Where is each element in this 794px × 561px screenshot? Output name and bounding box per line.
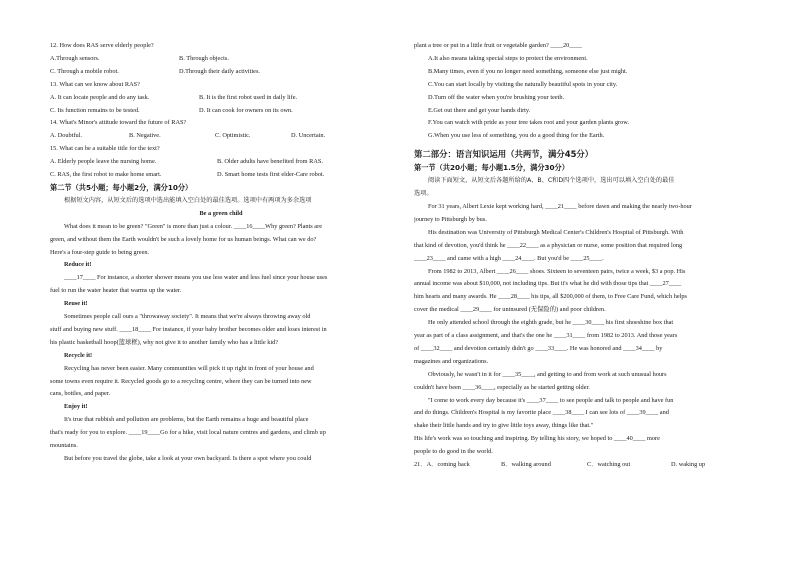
q21-option-d: D. waking up [671, 461, 706, 469]
passage-line-13: magazines and organizations. [414, 357, 489, 365]
q21-option-a: 21．A．coming back [414, 461, 470, 469]
recycle-line-1: Recycling has never been easier. Many communities will pick it up right in front of your house and [64, 364, 314, 372]
intro-line-3: Here's a four-step guide to being green. [50, 248, 150, 256]
passage-line-2: journey to Pittsburgh by bus. [414, 215, 487, 223]
option-c: C.You can start locally by visiting the naturally beautiful spots in your city. [428, 80, 618, 88]
passage-line-18: shake their little hands and try to give little toys away, things like that." [414, 422, 594, 430]
q14-option-a: A. Doubtful. [50, 132, 83, 140]
passage-line-15: couldn't have been ____36____, especially as he started getting older. [414, 383, 590, 391]
q12-option-d: D.Through their daily activities. [179, 67, 260, 75]
q15-option-d: D. Smart home tests first elder-Care robot. [217, 171, 325, 179]
passage-line-8: him hearts and many awards. He ____28____ his tips, all $200,000 of them, to Free Care Fund, which helps [414, 293, 687, 301]
option-g: G.When you use less of something, you do a good thing for the Earth. [428, 132, 605, 140]
intro-line-1: What does it mean to be green? "Green" is more than just a colour. ____16____Why green? Plants are [64, 222, 322, 230]
passage-line-7: annual income was about $10,000, not including tips. But it's what he did with those tips that ____27____ [414, 280, 682, 288]
passage-line-19: His life's work was so touching and inspiring. By telling his story, we hoped to ____40____ more [414, 435, 660, 443]
q12-options-row2 [50, 66, 392, 79]
enjoy-heading: Enjoy it! [64, 403, 88, 411]
section2-instruction: 根据短文内容，从短文后的选项中选出能填入空白处的最佳选项。选项中有两项为多余选项 [64, 196, 312, 204]
reduce-heading: Reduce it! [64, 261, 92, 269]
passage-line-5: ____23____ and came with a high ____24____. But you'd be ____25____. [414, 254, 604, 262]
passage-line-10: He only attended school through the eighth grade, but he ____30____ his first shoeshine box that [428, 319, 674, 327]
q21-options [414, 459, 756, 472]
reuse-heading: Reuse it! [64, 300, 88, 308]
part2-heading: 第二部分：语言知识运用（共两节，满分45分） [414, 149, 594, 160]
option-a: A.It also means taking special steps to protect the environment. [428, 54, 588, 62]
q14-options [50, 130, 392, 143]
passage-line-12: of ____32____ and devotion certainly didn't go ____33____. He was honored and ____34____ by [414, 344, 663, 352]
enjoy-line-3: mountains. [50, 442, 78, 450]
q12-stem: 12. How does RAS serve elderly people? [50, 42, 154, 49]
q15-option-c: C. RAS, the first robot to make home smart. [50, 171, 162, 179]
q14-option-d: D. Uncertain. [291, 132, 326, 140]
right-column [414, 40, 756, 472]
q13-option-a: A. It can locate people and do any task. [50, 93, 150, 101]
q21-option-c: C．watching out [587, 461, 631, 469]
q15-stem: 15. What can be a suitable title for the text? [50, 145, 160, 153]
section1-heading: 第一节（共20小题；每小题1.5分，满分30分） [414, 163, 569, 173]
q15-option-a: A. Elderly people leave the nursing home. [50, 158, 157, 166]
option-f: F.You can watch with pride as your tree takes root and your garden plants grow. [428, 119, 629, 127]
passage-line-6: From 1982 to 2013, Albert ____26____ shoes. Sixteen to seventeen pairs, twice a week, $3 a pop. His [428, 267, 686, 275]
section1-instruction-cont: 选项。 [414, 190, 433, 198]
q14-option-c: C. Optimistic. [215, 132, 251, 140]
passage-line-17: and do things. Children's Hospital is my favorite place ____38____ I can see lots of ____39____ and [414, 409, 669, 417]
q13-option-b: B. It is the first robot used in daily life. [199, 93, 298, 101]
reuse-line-3: his plastic basketball hoop(篮球框), why not give it to another family who has a little kid? [50, 338, 279, 346]
q13-options-row2 [50, 105, 392, 118]
intro-line-2: green, and without them the Earth wouldn't be such a lovely home for us human beings. What can we do? [50, 235, 317, 243]
q21-option-b: B．walking around [501, 461, 551, 469]
option-d: D.Turn off the water when you're brushing your teeth. [428, 93, 565, 101]
q13-stem: 13. What can we know about RAS? [50, 80, 140, 88]
q14-stem: 14. What's Minor's attitude toward the future of RAS? [50, 119, 187, 127]
reuse-line-2: stuff and buying new stuff. ____18____ For instance, if your baby brother becomes older and loses interest in [50, 325, 327, 333]
q13-options-row1 [50, 92, 392, 105]
section2-heading: 第二节（共5小题；每小题2分，满分10分） [50, 182, 193, 192]
passage-line-16: "I come to work every day because it's ____37____ to see people and talk to people and have fun [428, 396, 674, 404]
passage-line-20: people to do good in the world. [414, 448, 493, 456]
option-e: E.Get out there and get your hands dirty. [428, 106, 531, 114]
q15-option-b: B. Older adults have benefited from RAS. [217, 158, 323, 166]
q12-option-b: B. Through objects. [179, 54, 229, 62]
passage-continuation: plant a tree or put in a little fruit or vegetable garden? ____20____ [414, 42, 582, 49]
passage-line-1: For 31 years, Albert Lexie kept working hard, ____21____ before dawn and making the nearly two-hour [428, 202, 692, 210]
recycle-line-2: some towns even require it. Recycled goods go to a recycling centre, where they can be turned into new [50, 377, 312, 385]
passage-line-4: that kind of devotion, you'd think he ____22____ as a physician or nurse, some position that required long [414, 241, 683, 249]
q14-option-b: B. Negative. [129, 132, 161, 140]
passage-line-9: cover the medical ____29____ for uninsured (无保险的) and poor children. [414, 306, 606, 314]
q15-options-row2 [50, 169, 392, 182]
recycle-line-3: cans, bottles, and paper. [50, 390, 111, 398]
reduce-line-2: fuel to run the water heater that warms up the water. [50, 287, 182, 295]
q13-option-c: C. Its function remains to be tested. [50, 106, 140, 114]
q12-options-row1 [50, 53, 392, 66]
passage-line-3: His destination was University of Pittsburgh Medical Center's Children's Hospital of Pittsburgh. With [428, 228, 684, 236]
enjoy-line-1: It's true that rubbish and pollution are problems, but the Earth remains a huge and beautiful place [64, 416, 309, 424]
enjoy-line-4: But before you travel the globe, take a look at your own backyard. Is there a spot where you could [64, 455, 312, 462]
q12-option-a: A.Through sensors. [50, 54, 100, 62]
q15-options-row1 [50, 156, 392, 169]
reduce-line-1: ____17____ For instance, a shorter shower means you use less water and less fuel since your house uses [64, 274, 328, 282]
q12-option-c: C. Through a mobile robot. [50, 67, 119, 75]
section1-instruction: 阅读下面短文，从短文后各题所给的A、B、C和D四个选项中，选出可以填入空白处的最佳 [428, 177, 675, 185]
q13-option-d: D. It can cook for owners on its own. [199, 106, 293, 114]
passage-line-11: year as part of a class assignment, and that's the one he ____31____ from 1982 to 2013. And those years [414, 332, 678, 340]
enjoy-line-2: that's ready for you to explore. ____19____Go for a hike, visit local nature centres and gardens, and climb up [50, 429, 326, 437]
recycle-heading: Recycle it! [64, 351, 93, 359]
reuse-line-1: Sometimes people call ours a "throwaway society". It means that we're always throwing away old [64, 313, 311, 321]
passage-title: Be a green child [199, 209, 243, 217]
passage-line-14: Obviously, he wasn't in it for ____35____, and getting to and from work at such unusual hours [428, 370, 667, 378]
option-b: B.Many times, even if you no longer need something, someone else just might. [428, 67, 628, 75]
left-column [50, 40, 392, 466]
